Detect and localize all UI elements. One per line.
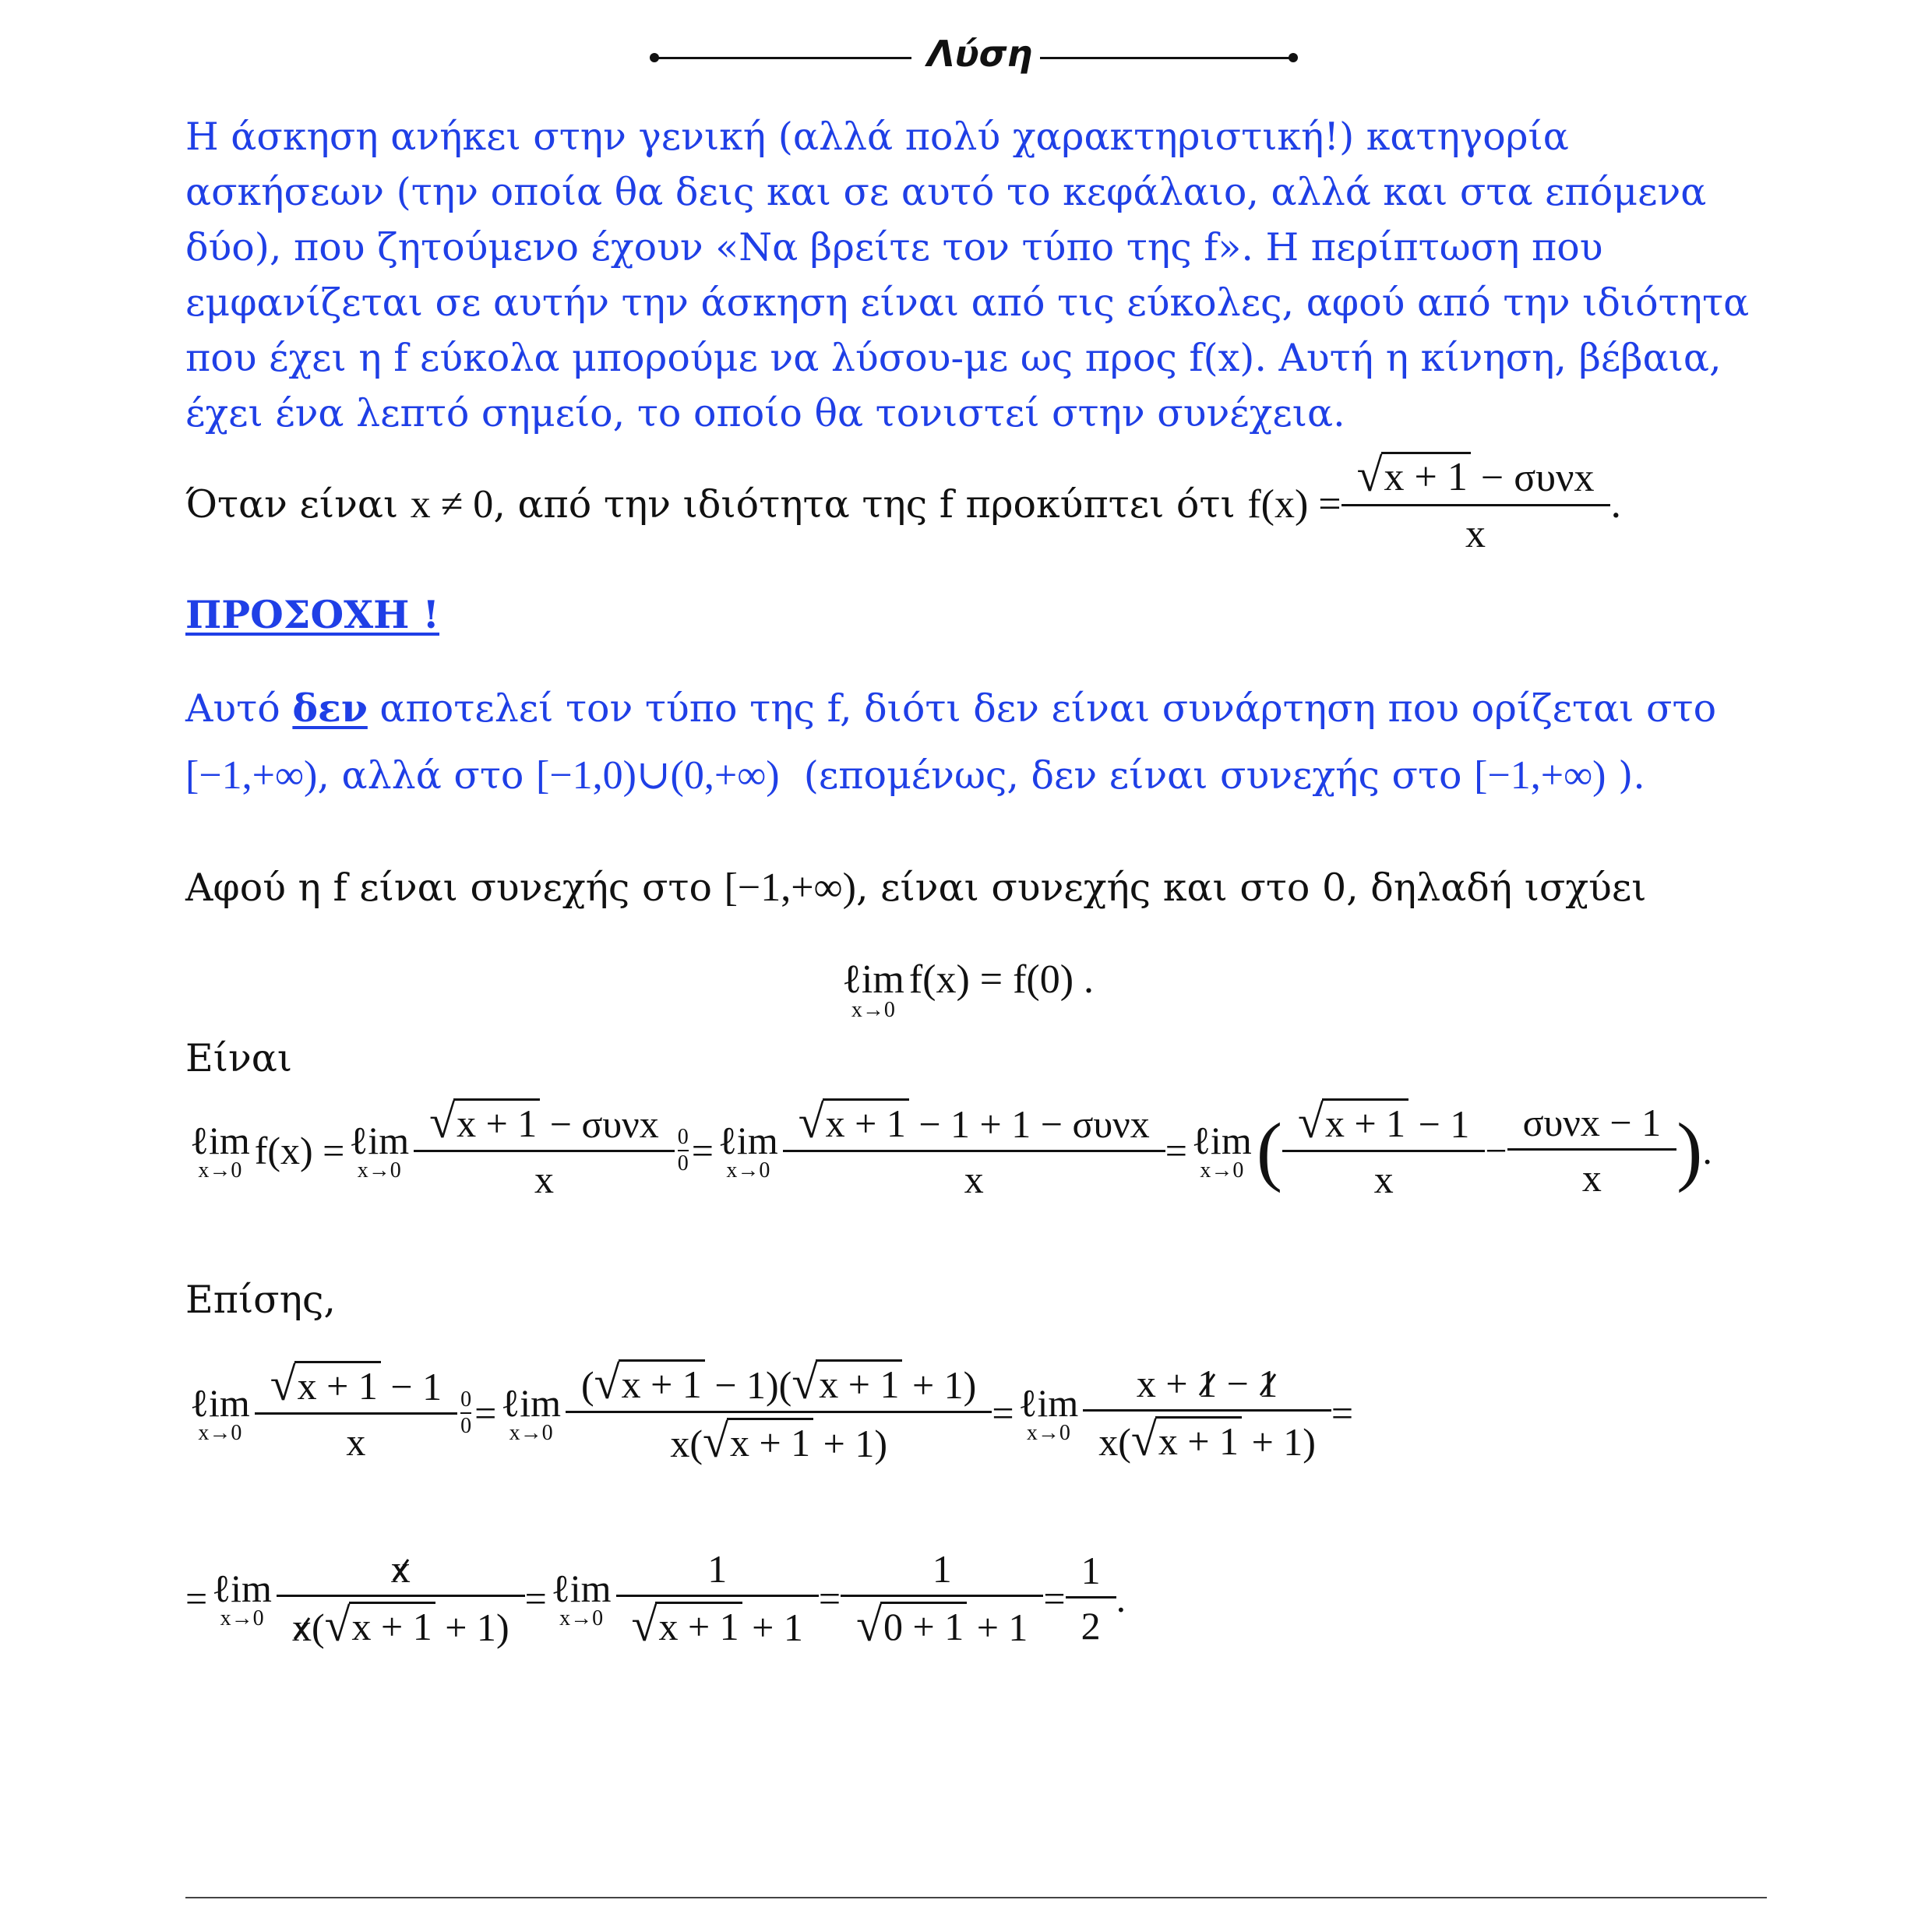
eq3-f3-den-sqrt: 0 + 1 [880,1602,967,1649]
eq2-eq-2: = [992,1391,1014,1435]
eq1-sub-3: x→0 [726,1158,770,1183]
eq1-paren-open: ( [1256,1106,1283,1193]
eq3-f1-den-x: x [291,1606,312,1649]
when-num-sqrt: x + 1 [1381,452,1471,500]
eq3-f3-den-rest: + 1 [976,1606,1028,1649]
warning-line-2 [185,752,1645,798]
limit-sub: x→0 [851,998,895,1022]
eq3-lim-1: ℓim [212,1566,272,1610]
when-middle: , από την ιδιότητα της f προκύπτει ότι [493,482,1236,527]
since-a: Αφού η f είναι συνεχής στο [185,865,712,910]
eq2-eq-1: = [474,1391,497,1435]
eq1-minus: − [1485,1128,1507,1172]
header-title: Λύση [927,33,1033,75]
eq1-sub-4: x→0 [1200,1158,1244,1183]
eq2-f1-den: x [255,1412,457,1465]
eq2-f2-num-b: − 1 [714,1363,767,1407]
eq2-lim-3: ℓim [1018,1380,1079,1425]
warning-line-1 [185,686,1716,731]
eq1-f3-rest: − 1 [1418,1102,1470,1146]
eq2-fraction-3: x + 1 − 1 x( √ x + 1 + 1) [1091,1361,1324,1465]
when-fraction: √ x + 1 − συνx x [1349,452,1602,557]
eq2-f2-num-a: x + 1 [619,1359,705,1407]
when-end: . [1609,482,1623,527]
eq3-fraction-2: 1 √ x + 1 + 1 [624,1546,811,1650]
when-num-rest: − συνx [1480,456,1595,500]
eq3-fraction-4 [1074,1548,1109,1648]
eq3-f1-den-sqrt: x + 1 [349,1602,435,1649]
eq1-fraction-3: √ x + 1 − 1 x [1290,1098,1477,1202]
eq2-lim-1: ℓim [190,1380,250,1425]
eq2-fraction-1: √ x + 1 − 1 x [263,1361,450,1465]
eq1-paren-close: ) [1676,1106,1703,1193]
eq3-end: . [1116,1576,1126,1620]
when-line [185,449,1623,557]
eq3-eq-2: = [818,1576,841,1620]
eq1-eq-2: = [1165,1128,1187,1172]
eq3-lead: = [185,1576,208,1620]
warning-text-b: , αλλά στο [317,753,524,798]
eq3-eq-1: = [524,1576,547,1620]
when-den: x [1341,504,1610,557]
warning-interval-3: [−1,+∞) [1474,753,1606,798]
eq1-f4-num: συνx − 1 [1522,1101,1662,1144]
eq1-f3-den: x [1282,1150,1485,1202]
eq2-fraction-2: ( √ x + 1 − 1)( √ x + 1 + 1) x( √ x + 1 + 1) [573,1359,984,1466]
eq1-f4-den: x [1507,1148,1677,1200]
header-dot-left [650,53,659,62]
eq2-f3-num-one: 1 [1197,1362,1218,1405]
eq3-f1-num: x [390,1547,411,1591]
eq1-f3-sqrt: x + 1 [1322,1098,1408,1146]
eq3-lim-2: ℓim [551,1566,612,1610]
eq3-eq-3: = [1043,1576,1066,1620]
eq3-fraction-3: 1 √ 0 + 1 + 1 [848,1546,1035,1650]
when-prefix: Όταν είναι [185,482,399,527]
eq2-zero-over-zero: $\frac{0}{0}$ [460,1387,472,1438]
eq2-f1-rest: − 1 [390,1365,442,1408]
header-rule-left [654,57,911,59]
episis-label: Επίσης, [185,1278,337,1322]
since-line [185,865,1646,911]
eq1-fraction-4 [1515,1100,1669,1200]
footer-rule [185,1897,1767,1898]
eq1-f1-rest: − συνx [549,1102,659,1146]
eq3-f4-den: 2 [1066,1596,1116,1648]
equation-1 [185,1098,1712,1202]
warning-bold: δεν [292,686,368,731]
eq2-eq-3: = [1331,1391,1354,1435]
eq2-f1-sqrt: x + 1 [294,1361,381,1408]
eq2-f2-den-x: x [670,1422,690,1465]
eq2-f3-num-one2: 1 [1258,1362,1278,1405]
eq1-zero-over-zero: $\frac{0}{0}$ [677,1124,689,1176]
einai-label: Είναι [185,1036,293,1080]
eq1-lim-3: ℓim [717,1118,778,1162]
eq2-sub-3: x→0 [1026,1420,1070,1445]
eq3-fraction-1: x x( √ x + 1 + 1) [284,1546,517,1650]
eq3-f3-num: 1 [932,1547,952,1591]
eq2-sub-1: x→0 [198,1420,242,1445]
warning-part1: Αυτό [185,686,280,731]
eq2-lim-2: ℓim [501,1380,562,1425]
limit-equation [837,957,1094,1023]
eq2-f3-den-sqrt: x + 1 [1155,1416,1242,1464]
header-dot-right [1289,53,1298,62]
eq3-f1-den-rest: + 1 [445,1606,496,1649]
eq1-f2-sqrt: x + 1 [823,1098,909,1146]
eq2-f2-den-rest: + 1 [823,1422,875,1465]
eq3-sub-1: x→0 [220,1606,264,1630]
when-cond: x ≠ 0 [410,482,494,527]
eq1-lim-4: ℓim [1191,1118,1252,1162]
warning-part2: αποτελεί τον τύπο της f, διότι δεν είναι συνάρτηση που ορίζεται στο [379,686,1717,731]
eq2-sub-2: x→0 [509,1420,553,1445]
eq2-f2-den-sqrt: x + 1 [727,1418,813,1465]
eq1-sub-1: x→0 [198,1158,242,1183]
eq1-f1-sqrt: x + 1 [453,1098,540,1146]
eq1-lim-1: ℓim [190,1118,250,1162]
intro-paragraph: Η άσκηση ανήκει στην γενική (αλλά πολύ χαρακτηριστική!) κατηγορία ασκήσεων (την οποία θα δεις και σε αυτό το κεφάλαιο, αλλά και στα επόμενα δύο), που ζητούμενο έχουν «Να βρείτε τον τύπο της f». Η περίπτωση που εμφανίζεται σε αυτήν την άσκηση είναι από τις εύκολες, αφού από την ιδιότητα που έχει η f εύκολα μπορούμε να λύσου-με ως προς f(x). Αυτή η κίνηση, βέβαια, έχει ένα λεπτό σημείο, το οποίο θα τονιστεί στην συνέχεια. [185,115,1750,435]
eq2-f3-num-minus: − [1226,1362,1249,1405]
eq1-f1-den: x [414,1150,675,1202]
eq2-f2-num-c: x + 1 [816,1359,902,1407]
eq1-f2-rest: − 1 + 1 − συνx [918,1102,1150,1146]
eq2-f2-num-d: + 1 [911,1363,964,1407]
limit-word: ℓim [842,957,904,1002]
eq1-fraction-2: √ x + 1 − 1 + 1 − συνx x [791,1098,1158,1202]
eq1-end: . [1702,1128,1712,1172]
eq3-f2-den-sqrt: x + 1 [655,1602,742,1649]
eq2-f3-den-x: x [1098,1420,1119,1464]
when-lhs: f(x) = [1247,482,1341,527]
since-interval: [−1,+∞) [724,865,856,910]
header-rule-right [1040,57,1293,59]
eq1-sub-2: x→0 [357,1158,401,1183]
limit-body: f(x) = f(0) . [908,957,1095,1002]
eq1-eq-1: = [691,1128,714,1172]
equation-3 [185,1546,1126,1650]
eq3-f4-num: 1 [1081,1549,1101,1592]
eq1-t1: f(x) = [254,1128,345,1172]
warning-text-f: ). [1618,753,1645,798]
eq1-f2-den: x [783,1150,1165,1202]
warning-interval-1: [−1,+∞) [185,753,318,798]
eq2-f3-num-x: x + [1136,1362,1188,1405]
warning-interval-2: [−1,0)∪(0,+∞) [536,753,780,798]
eq1-fraction-1: √ x + 1 − συνx x [421,1098,667,1202]
equation-2 [185,1359,1353,1466]
eq2-f3-den-rest: + 1 [1251,1420,1303,1464]
eq1-lim-2: ℓim [349,1118,410,1162]
since-c: , είναι συνεχής και στο 0, δηλαδή ισχύει [855,865,1647,910]
eq3-f2-den-rest: + 1 [752,1606,803,1649]
eq3-f2-num: 1 [707,1547,728,1591]
eq3-sub-2: x→0 [559,1606,604,1630]
attention-label: ΠΡΟΣΟΧΗ ! [185,592,440,637]
warning-text-d: (επομένως, δεν είναι συνεχής στο [803,753,1462,798]
